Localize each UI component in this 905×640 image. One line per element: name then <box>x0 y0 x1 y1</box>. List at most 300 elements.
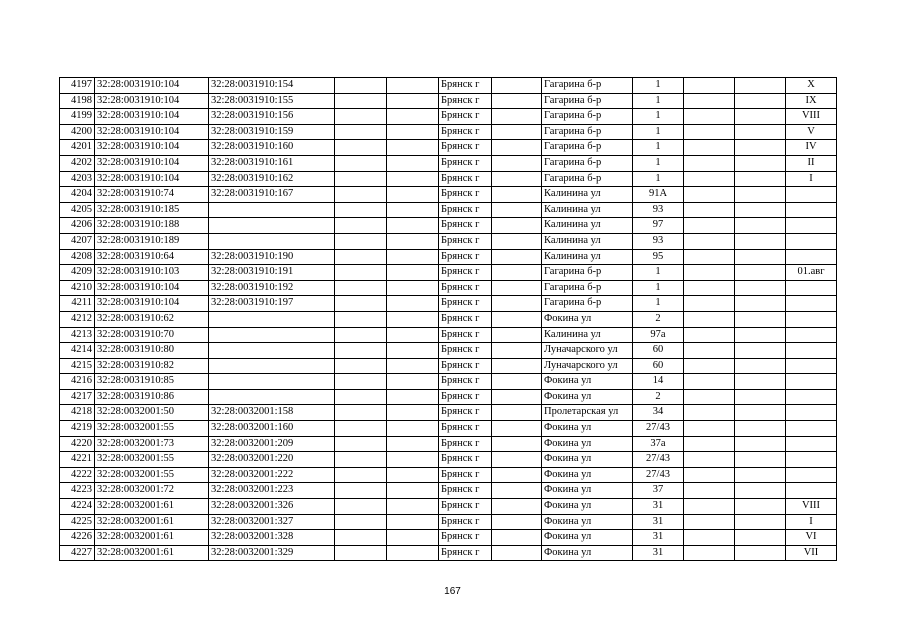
cadastral-number-cell: 32:28:0032001:328 <box>209 530 335 546</box>
room-number-cell <box>786 296 837 312</box>
house-number-cell: 31 <box>633 499 684 515</box>
house-number-cell: 1 <box>633 140 684 156</box>
blank-cell-d <box>684 249 735 265</box>
blank-cell-e <box>735 311 786 327</box>
cadastral-number-cell: 32:28:0031910:156 <box>209 109 335 125</box>
blank-cell-d <box>684 280 735 296</box>
cadastral-parent-cell: 32:28:0031910:104 <box>95 109 209 125</box>
blank-cell-d <box>684 327 735 343</box>
city-cell: Брянск г <box>439 171 492 187</box>
blank-cell-e <box>735 233 786 249</box>
street-cell: Гагарина б-р <box>542 78 633 94</box>
blank-cell-c <box>492 265 542 281</box>
street-cell: Фокина ул <box>542 483 633 499</box>
row-number-cell: 4222 <box>60 467 95 483</box>
table-row <box>60 452 837 468</box>
city-cell: Брянск г <box>439 483 492 499</box>
street-cell: Луначарского ул <box>542 358 633 374</box>
blank-cell-a <box>335 124 387 140</box>
blank-cell-e <box>735 327 786 343</box>
house-number-cell: 91А <box>633 187 684 203</box>
city-cell: Брянск г <box>439 311 492 327</box>
table-row <box>60 124 837 140</box>
blank-cell-d <box>684 389 735 405</box>
blank-cell-e <box>735 499 786 515</box>
blank-cell-e <box>735 109 786 125</box>
room-number-cell: VII <box>786 545 837 561</box>
city-cell: Брянск г <box>439 421 492 437</box>
blank-cell-a <box>335 78 387 94</box>
row-number-cell: 4205 <box>60 202 95 218</box>
room-number-cell <box>786 405 837 421</box>
cadastral-parent-cell: 32:28:0031910:104 <box>95 171 209 187</box>
blank-cell-c <box>492 155 542 171</box>
cadastral-number-cell: 32:28:0031910:160 <box>209 140 335 156</box>
registry-table <box>59 77 837 561</box>
cadastral-number-cell: 32:28:0031910:154 <box>209 78 335 94</box>
blank-cell-e <box>735 545 786 561</box>
table-row <box>60 389 837 405</box>
row-number-cell: 4214 <box>60 343 95 359</box>
city-cell: Брянск г <box>439 545 492 561</box>
city-cell: Брянск г <box>439 499 492 515</box>
cadastral-number-cell: 32:28:0031910:161 <box>209 155 335 171</box>
city-cell: Брянск г <box>439 124 492 140</box>
cadastral-number-cell <box>209 311 335 327</box>
table-row <box>60 483 837 499</box>
table-row <box>60 109 837 125</box>
row-number-cell: 4211 <box>60 296 95 312</box>
cadastral-parent-cell: 32:28:0032001:72 <box>95 483 209 499</box>
blank-cell-d <box>684 233 735 249</box>
blank-cell-b <box>387 280 439 296</box>
house-number-cell: 2 <box>633 389 684 405</box>
blank-cell-c <box>492 499 542 515</box>
blank-cell-a <box>335 171 387 187</box>
city-cell: Брянск г <box>439 436 492 452</box>
city-cell: Брянск г <box>439 187 492 203</box>
cadastral-number-cell <box>209 343 335 359</box>
city-cell: Брянск г <box>439 93 492 109</box>
blank-cell-e <box>735 452 786 468</box>
room-number-cell <box>786 233 837 249</box>
city-cell: Брянск г <box>439 296 492 312</box>
house-number-cell: 1 <box>633 265 684 281</box>
room-number-cell: VIII <box>786 499 837 515</box>
table-row <box>60 514 837 530</box>
blank-cell-a <box>335 327 387 343</box>
street-cell: Калинина ул <box>542 218 633 234</box>
house-number-cell: 97а <box>633 327 684 343</box>
street-cell: Фокина ул <box>542 389 633 405</box>
blank-cell-e <box>735 93 786 109</box>
street-cell: Калинина ул <box>542 233 633 249</box>
table-row <box>60 499 837 515</box>
blank-cell-a <box>335 436 387 452</box>
blank-cell-a <box>335 233 387 249</box>
room-number-cell: 01.авг <box>786 265 837 281</box>
house-number-cell: 1 <box>633 280 684 296</box>
cadastral-parent-cell: 32:28:0032001:61 <box>95 530 209 546</box>
table-row <box>60 265 837 281</box>
blank-cell-e <box>735 155 786 171</box>
blank-cell-a <box>335 343 387 359</box>
cadastral-number-cell: 32:28:0032001:326 <box>209 499 335 515</box>
blank-cell-d <box>684 405 735 421</box>
blank-cell-a <box>335 514 387 530</box>
blank-cell-e <box>735 202 786 218</box>
row-number-cell: 4207 <box>60 233 95 249</box>
row-number-cell: 4224 <box>60 499 95 515</box>
street-cell: Фокина ул <box>542 436 633 452</box>
house-number-cell: 1 <box>633 171 684 187</box>
room-number-cell: II <box>786 155 837 171</box>
street-cell: Пролетарская ул <box>542 405 633 421</box>
row-number-cell: 4200 <box>60 124 95 140</box>
house-number-cell: 93 <box>633 202 684 218</box>
cadastral-parent-cell: 32:28:0031910:104 <box>95 124 209 140</box>
blank-cell-d <box>684 499 735 515</box>
room-number-cell <box>786 374 837 390</box>
blank-cell-a <box>335 530 387 546</box>
blank-cell-b <box>387 358 439 374</box>
blank-cell-a <box>335 218 387 234</box>
room-number-cell <box>786 327 837 343</box>
table-row <box>60 467 837 483</box>
street-cell: Гагарина б-р <box>542 124 633 140</box>
blank-cell-b <box>387 218 439 234</box>
cadastral-parent-cell: 32:28:0032001:73 <box>95 436 209 452</box>
cadastral-number-cell <box>209 233 335 249</box>
table-row <box>60 233 837 249</box>
blank-cell-e <box>735 389 786 405</box>
city-cell: Брянск г <box>439 358 492 374</box>
cadastral-parent-cell: 32:28:0031910:103 <box>95 265 209 281</box>
cadastral-number-cell: 32:28:0031910:162 <box>209 171 335 187</box>
blank-cell-b <box>387 187 439 203</box>
blank-cell-d <box>684 265 735 281</box>
street-cell: Гагарина б-р <box>542 265 633 281</box>
city-cell: Брянск г <box>439 140 492 156</box>
house-number-cell: 37а <box>633 436 684 452</box>
cadastral-parent-cell: 32:28:0031910:80 <box>95 343 209 359</box>
cadastral-parent-cell: 32:28:0031910:104 <box>95 140 209 156</box>
blank-cell-c <box>492 171 542 187</box>
table-row <box>60 436 837 452</box>
blank-cell-a <box>335 280 387 296</box>
blank-cell-b <box>387 265 439 281</box>
table-row <box>60 93 837 109</box>
blank-cell-e <box>735 374 786 390</box>
room-number-cell <box>786 467 837 483</box>
street-cell: Гагарина б-р <box>542 171 633 187</box>
row-number-cell: 4226 <box>60 530 95 546</box>
blank-cell-a <box>335 374 387 390</box>
city-cell: Брянск г <box>439 202 492 218</box>
blank-cell-d <box>684 218 735 234</box>
blank-cell-a <box>335 249 387 265</box>
city-cell: Брянск г <box>439 327 492 343</box>
blank-cell-d <box>684 530 735 546</box>
blank-cell-d <box>684 202 735 218</box>
cadastral-number-cell <box>209 389 335 405</box>
blank-cell-b <box>387 233 439 249</box>
blank-cell-b <box>387 436 439 452</box>
room-number-cell: I <box>786 171 837 187</box>
blank-cell-b <box>387 140 439 156</box>
city-cell: Брянск г <box>439 389 492 405</box>
blank-cell-b <box>387 374 439 390</box>
table-row <box>60 140 837 156</box>
blank-cell-d <box>684 140 735 156</box>
blank-cell-c <box>492 545 542 561</box>
row-number-cell: 4213 <box>60 327 95 343</box>
blank-cell-d <box>684 343 735 359</box>
house-number-cell: 1 <box>633 296 684 312</box>
table-row <box>60 280 837 296</box>
room-number-cell <box>786 452 837 468</box>
cadastral-parent-cell: 32:28:0032001:55 <box>95 421 209 437</box>
blank-cell-d <box>684 452 735 468</box>
house-number-cell: 31 <box>633 530 684 546</box>
table-row <box>60 202 837 218</box>
row-number-cell: 4204 <box>60 187 95 203</box>
street-cell: Гагарина б-р <box>542 155 633 171</box>
blank-cell-c <box>492 452 542 468</box>
blank-cell-a <box>335 296 387 312</box>
blank-cell-b <box>387 109 439 125</box>
cadastral-parent-cell: 32:28:0032001:61 <box>95 514 209 530</box>
room-number-cell <box>786 343 837 359</box>
room-number-cell <box>786 421 837 437</box>
house-number-cell: 60 <box>633 358 684 374</box>
blank-cell-e <box>735 187 786 203</box>
cadastral-number-cell: 32:28:0032001:220 <box>209 452 335 468</box>
room-number-cell: IX <box>786 93 837 109</box>
blank-cell-c <box>492 343 542 359</box>
room-number-cell <box>786 389 837 405</box>
row-number-cell: 4227 <box>60 545 95 561</box>
cadastral-parent-cell: 32:28:0031910:62 <box>95 311 209 327</box>
blank-cell-d <box>684 436 735 452</box>
blank-cell-a <box>335 389 387 405</box>
house-number-cell: 97 <box>633 218 684 234</box>
cadastral-parent-cell: 32:28:0032001:61 <box>95 545 209 561</box>
blank-cell-b <box>387 483 439 499</box>
blank-cell-b <box>387 343 439 359</box>
registry-table-body <box>60 78 837 561</box>
blank-cell-b <box>387 499 439 515</box>
table-row <box>60 327 837 343</box>
room-number-cell <box>786 249 837 265</box>
blank-cell-e <box>735 140 786 156</box>
row-number-cell: 4221 <box>60 452 95 468</box>
table-row <box>60 374 837 390</box>
blank-cell-b <box>387 78 439 94</box>
cadastral-parent-cell: 32:28:0031910:104 <box>95 296 209 312</box>
blank-cell-e <box>735 514 786 530</box>
blank-cell-b <box>387 202 439 218</box>
table-row <box>60 155 837 171</box>
room-number-cell <box>786 358 837 374</box>
city-cell: Брянск г <box>439 452 492 468</box>
cadastral-number-cell: 32:28:0032001:160 <box>209 421 335 437</box>
room-number-cell <box>786 218 837 234</box>
blank-cell-e <box>735 343 786 359</box>
blank-cell-c <box>492 280 542 296</box>
street-cell: Гагарина б-р <box>542 140 633 156</box>
room-number-cell: I <box>786 514 837 530</box>
cadastral-number-cell: 32:28:0031910:197 <box>209 296 335 312</box>
blank-cell-c <box>492 187 542 203</box>
cadastral-parent-cell: 32:28:0031910:85 <box>95 374 209 390</box>
street-cell: Фокина ул <box>542 514 633 530</box>
cadastral-number-cell: 32:28:0031910:192 <box>209 280 335 296</box>
blank-cell-e <box>735 483 786 499</box>
cadastral-number-cell: 32:28:0032001:222 <box>209 467 335 483</box>
city-cell: Брянск г <box>439 343 492 359</box>
blank-cell-c <box>492 78 542 94</box>
city-cell: Брянск г <box>439 109 492 125</box>
street-cell: Луначарского ул <box>542 343 633 359</box>
street-cell: Фокина ул <box>542 530 633 546</box>
table-row <box>60 311 837 327</box>
blank-cell-c <box>492 467 542 483</box>
room-number-cell <box>786 280 837 296</box>
blank-cell-e <box>735 249 786 265</box>
blank-cell-b <box>387 389 439 405</box>
street-cell: Калинина ул <box>542 202 633 218</box>
blank-cell-a <box>335 140 387 156</box>
blank-cell-c <box>492 109 542 125</box>
page-number: 167 <box>444 586 461 597</box>
room-number-cell: X <box>786 78 837 94</box>
blank-cell-a <box>335 467 387 483</box>
house-number-cell: 37 <box>633 483 684 499</box>
cadastral-parent-cell: 32:28:0031910:189 <box>95 233 209 249</box>
street-cell: Гагарина б-р <box>542 280 633 296</box>
room-number-cell <box>786 202 837 218</box>
blank-cell-b <box>387 452 439 468</box>
cadastral-parent-cell: 32:28:0031910:82 <box>95 358 209 374</box>
cadastral-number-cell <box>209 218 335 234</box>
city-cell: Брянск г <box>439 374 492 390</box>
house-number-cell: 1 <box>633 124 684 140</box>
blank-cell-d <box>684 514 735 530</box>
city-cell: Брянск г <box>439 280 492 296</box>
room-number-cell: IV <box>786 140 837 156</box>
blank-cell-a <box>335 545 387 561</box>
cadastral-parent-cell: 32:28:0032001:50 <box>95 405 209 421</box>
row-number-cell: 4206 <box>60 218 95 234</box>
blank-cell-b <box>387 296 439 312</box>
table-row <box>60 358 837 374</box>
blank-cell-a <box>335 452 387 468</box>
blank-cell-d <box>684 467 735 483</box>
cadastral-number-cell: 32:28:0031910:155 <box>209 93 335 109</box>
street-cell: Гагарина б-р <box>542 109 633 125</box>
blank-cell-e <box>735 296 786 312</box>
city-cell: Брянск г <box>439 78 492 94</box>
row-number-cell: 4210 <box>60 280 95 296</box>
row-number-cell: 4208 <box>60 249 95 265</box>
blank-cell-d <box>684 124 735 140</box>
row-number-cell: 4223 <box>60 483 95 499</box>
blank-cell-c <box>492 483 542 499</box>
street-cell: Фокина ул <box>542 467 633 483</box>
cadastral-number-cell: 32:28:0032001:223 <box>209 483 335 499</box>
blank-cell-a <box>335 499 387 515</box>
table-row <box>60 218 837 234</box>
house-number-cell: 31 <box>633 545 684 561</box>
cadastral-number-cell: 32:28:0032001:329 <box>209 545 335 561</box>
house-number-cell: 93 <box>633 233 684 249</box>
cadastral-parent-cell: 32:28:0032001:55 <box>95 452 209 468</box>
blank-cell-c <box>492 389 542 405</box>
city-cell: Брянск г <box>439 249 492 265</box>
blank-cell-d <box>684 358 735 374</box>
blank-cell-e <box>735 467 786 483</box>
table-row <box>60 187 837 203</box>
blank-cell-c <box>492 358 542 374</box>
cadastral-parent-cell: 32:28:0031910:86 <box>95 389 209 405</box>
house-number-cell: 95 <box>633 249 684 265</box>
blank-cell-c <box>492 124 542 140</box>
cadastral-number-cell <box>209 358 335 374</box>
street-cell: Гагарина б-р <box>542 93 633 109</box>
cadastral-parent-cell: 32:28:0031910:104 <box>95 93 209 109</box>
house-number-cell: 34 <box>633 405 684 421</box>
blank-cell-a <box>335 405 387 421</box>
table-row <box>60 171 837 187</box>
blank-cell-c <box>492 327 542 343</box>
blank-cell-e <box>735 280 786 296</box>
room-number-cell <box>786 483 837 499</box>
house-number-cell: 27/43 <box>633 421 684 437</box>
city-cell: Брянск г <box>439 218 492 234</box>
row-number-cell: 4218 <box>60 405 95 421</box>
row-number-cell: 4225 <box>60 514 95 530</box>
blank-cell-c <box>492 374 542 390</box>
blank-cell-a <box>335 358 387 374</box>
blank-cell-e <box>735 171 786 187</box>
cadastral-number-cell: 32:28:0031910:159 <box>209 124 335 140</box>
blank-cell-b <box>387 249 439 265</box>
blank-cell-b <box>387 327 439 343</box>
table-row <box>60 545 837 561</box>
blank-cell-a <box>335 155 387 171</box>
street-cell: Фокина ул <box>542 311 633 327</box>
blank-cell-d <box>684 78 735 94</box>
house-number-cell: 1 <box>633 93 684 109</box>
blank-cell-a <box>335 187 387 203</box>
blank-cell-e <box>735 421 786 437</box>
street-cell: Калинина ул <box>542 249 633 265</box>
cadastral-parent-cell: 32:28:0032001:55 <box>95 467 209 483</box>
street-cell: Фокина ул <box>542 499 633 515</box>
cadastral-number-cell: 32:28:0031910:190 <box>209 249 335 265</box>
cadastral-parent-cell: 32:28:0031910:185 <box>95 202 209 218</box>
blank-cell-a <box>335 421 387 437</box>
blank-cell-c <box>492 140 542 156</box>
blank-cell-e <box>735 218 786 234</box>
cadastral-parent-cell: 32:28:0031910:188 <box>95 218 209 234</box>
house-number-cell: 31 <box>633 514 684 530</box>
city-cell: Брянск г <box>439 514 492 530</box>
blank-cell-d <box>684 109 735 125</box>
city-cell: Брянск г <box>439 233 492 249</box>
row-number-cell: 4209 <box>60 265 95 281</box>
